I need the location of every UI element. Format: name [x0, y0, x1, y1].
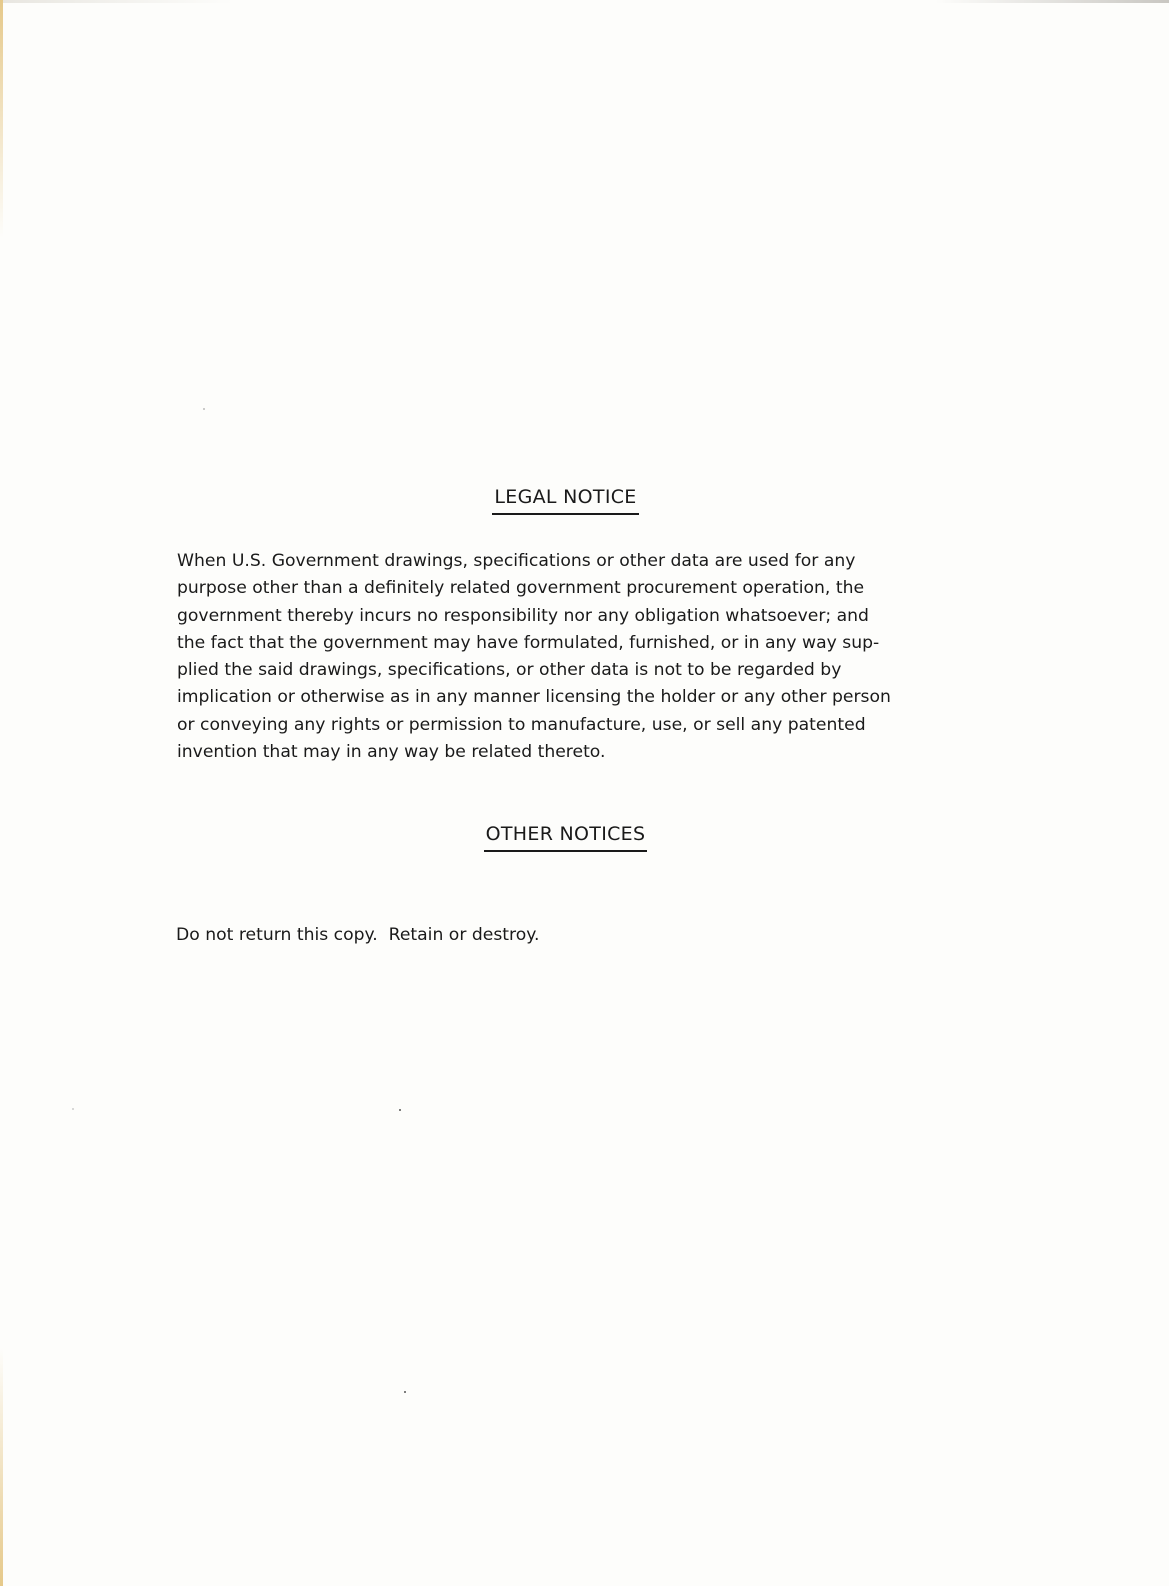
other-notices-heading-text: OTHER NOTICES — [484, 823, 648, 852]
paper-speck — [404, 1391, 406, 1393]
legal-notice-heading-text: LEGAL NOTICE — [492, 486, 638, 515]
page-edge-left — [0, 0, 3, 1586]
legal-notice-line: purpose other than a definitely related government procurement operation, the — [177, 578, 865, 599]
page-edge — [0, 0, 1169, 3]
paper-speck — [72, 1108, 74, 1110]
legal-notice-line: the fact that the government may have formulated, furnished, or in any way sup- — [177, 632, 880, 653]
paper-speck — [399, 1109, 401, 1111]
legal-notice-heading — [0, 486, 1131, 515]
paper-speck — [203, 408, 205, 410]
legal-notice-line: When U.S. Government drawings, specifications or other data are used for any — [177, 551, 856, 571]
legal-notice-line: implication or otherwise as in any manner licensing the holder or any other person — [177, 687, 891, 708]
legal-notice-line: or conveying any rights or permission to manufacture, use, or sell any patented — [177, 714, 866, 735]
legal-notice-line: plied the said drawings, specifications, or other data is not to be regarded by — [177, 660, 842, 681]
other-notices-text: Do not return this copy. Retain or destroy. — [176, 925, 540, 945]
legal-notice-line: government thereby incurs no responsibility nor any obligation whatsoever; and — [177, 605, 869, 626]
legal-notice-body — [177, 548, 1007, 766]
legal-notice-line: invention that may in any way be related thereto. — [177, 742, 606, 763]
other-notices-heading — [0, 823, 1131, 852]
